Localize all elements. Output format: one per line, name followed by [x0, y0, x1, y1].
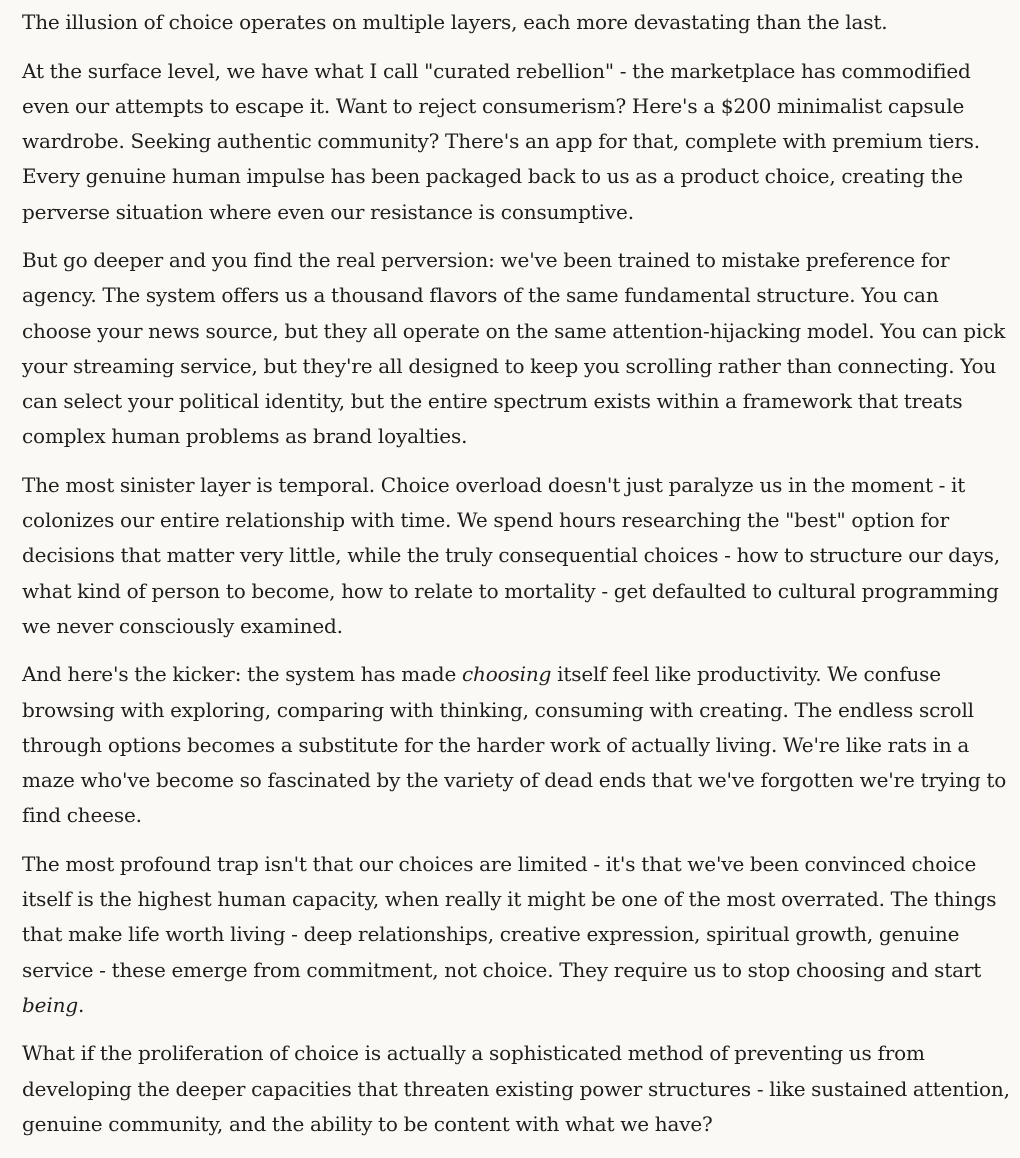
- paragraph-kicker-emphasis: choosing: [461, 662, 552, 687]
- paragraph-trap-emphasis: being: [22, 992, 78, 1017]
- paragraph-kicker-text-end: itself feel like productivity. We confuse browsing with exploring, comparing with thinking, consuming with creating. The endless scroll through options becomes a substitute for the harder work of actually living. We're like rats in a maze who've become so fascinated by the variety of dead ends that we've forgotten we're trying to find cheese.: [22, 662, 1007, 828]
- paragraph-trap-text-end: .: [77, 992, 85, 1017]
- paragraph-preference-agency: But go deeper and you find the real perversion: we've been trained to mistake preference for agency. The system offers us a thousand flavors of the same fundamental structure. You can choose your news source, but they all operate on the same attention-hijacking model. You can pick your streaming service, but they're all designed to keep you scrolling rather than connecting. You can select your political identity, but the entire spectrum exists within a framework that treats complex human problems as brand loyalties.: [22, 248, 1006, 449]
- paragraph-intro: The illusion of choice operates on multiple layers, each more devastating than the last.: [22, 10, 888, 34]
- message-body: [22, 5, 1012, 1156]
- paragraph-curated-rebellion: At the surface level, we have what I call "curated rebellion" - the marketplace has commodified even our attempts to escape it. Want to reject consumerism? Here's a $200 minimalist capsule wardrobe. Seeking authentic community? There's an app for that, complete with premium tiers. Every genuine human impulse has been packaged back to us as a product choice, creating the perverse situation where even our resistance is consumptive.: [22, 58, 980, 224]
- paragraph-profound-trap: [22, 847, 1012, 1023]
- paragraph-kicker-text-start: And here's the kicker: the system has made: [22, 662, 462, 687]
- paragraph-kicker: [22, 657, 1012, 833]
- paragraph-trap-text-start: The most profound trap isn't that our choices are limited - it's that we've been convinced choice itself is the highest human capacity, when really it might be one of the most overrated. The things that make life worth living - deep relationships, creative expression, spiritual growth, genuine service - these emerge from commitment, not choice. They require us to stop choosing and start: [22, 851, 997, 982]
- paragraph-closing-question: What if the proliferation of choice is actually a sophisticated method of preventing us from developing the deeper capacities that threaten existing power structures - like sustained attention, genuine community, and the ability to be content with what we have?: [22, 1041, 1010, 1136]
- paragraph-temporal: The most sinister layer is temporal. Choice overload doesn't just paralyze us in the moment - it colonizes our entire relationship with time. We spend hours researching the "best" option for decisions that matter very little, while the truly consequential choices - how to structure our days, what kind of person to become, how to relate to mortality - get defaulted to cultural programming we never consciously examined.: [22, 472, 1001, 638]
